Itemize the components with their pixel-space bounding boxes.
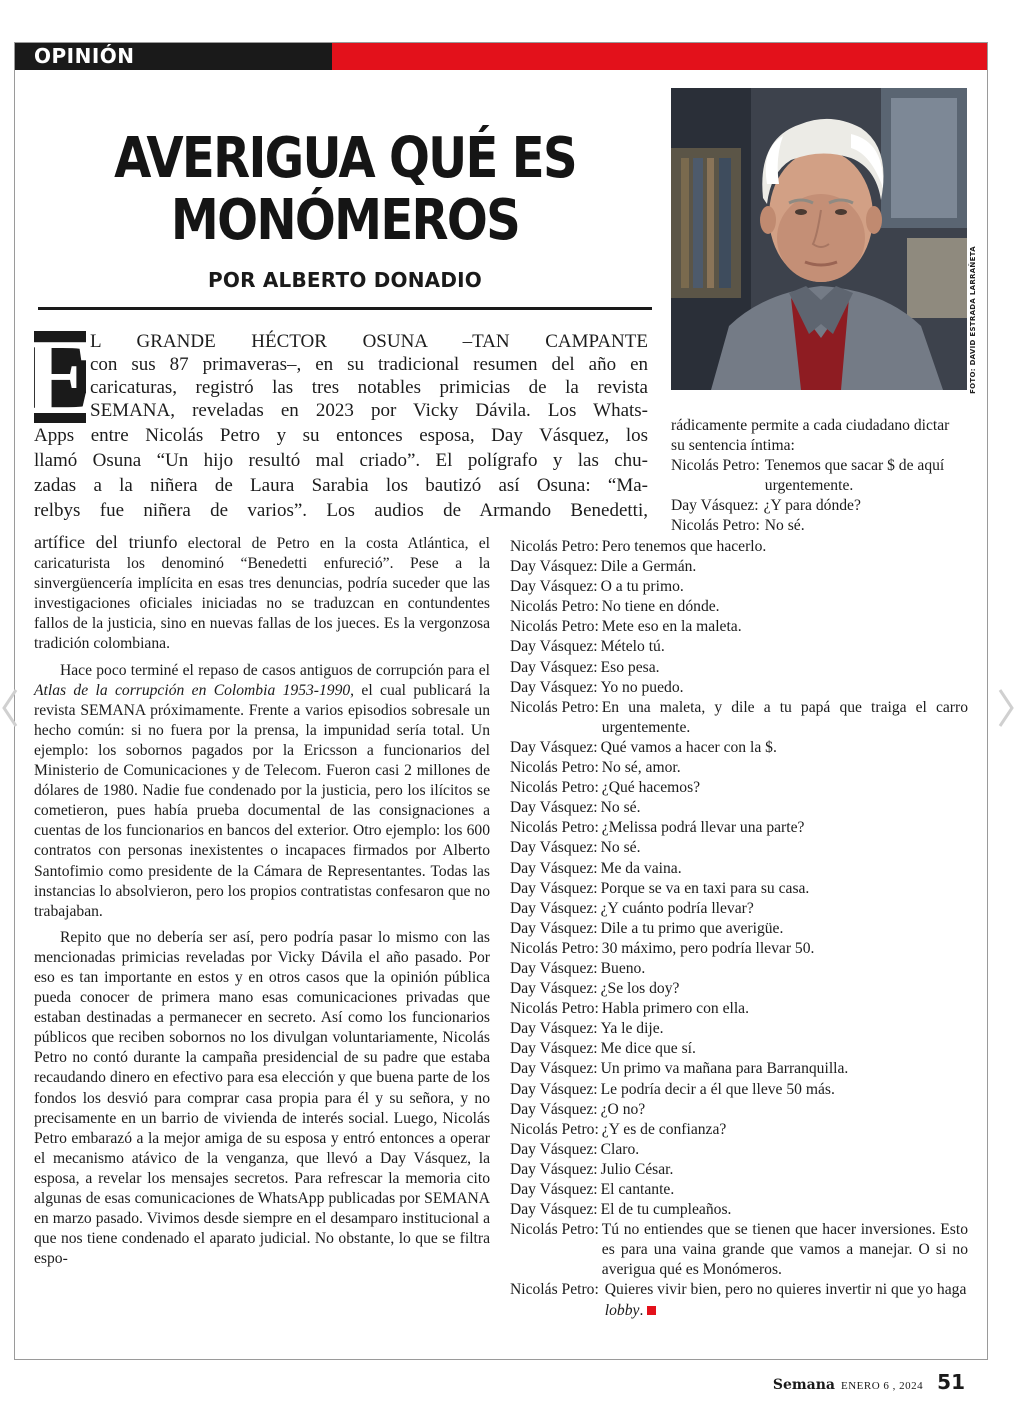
dialog-text: 30 máximo, pero podría llevar 50. <box>601 939 815 957</box>
dialog-text: El de tu cumpleaños. <box>600 1201 732 1219</box>
headline-rule <box>38 307 652 310</box>
dialog-text: ¿Melissa podrá llevar una parte? <box>601 819 805 837</box>
dialog-text: El cantante. <box>600 1181 675 1198</box>
dialog-line <box>510 1180 968 1200</box>
dialog-text: Julio César. <box>600 1160 674 1178</box>
dialog-text: Ya le dije. <box>600 1020 664 1038</box>
page-number: 51 <box>937 1370 965 1394</box>
drop-cap-glyph <box>23 318 97 437</box>
dialog-speaker: Day Vásquez: <box>510 558 598 576</box>
dialog-speaker: Nicolás Petro: <box>510 1120 599 1138</box>
dialog-text: ¿Y es de confianza? <box>601 1120 727 1138</box>
dialog-line <box>510 919 968 939</box>
dialog-list <box>510 537 968 1280</box>
lead-line-7: zadas a la niñera de Laura Sarabia los bautizó así Osuna: “Ma- <box>34 475 648 496</box>
paragraph-3: Repito que no debería ser así, pero podría pasar lo mismo con las mencionadas primicias reveladas por Vicky Dávila el año pasado. Por eso es tan importante en estos y en otros casos que la opinión pública pueda conocer de primera mano esas comunicaciones privadas que estaban destinadas a permanecer en secreto. Así como los funcionarios públicos que reciben sobornos no los divulgan voluntariamente, Nicolás Petro no contó durante la campaña presidencial de su padre que estaba recaudando dinero en efectivo para esa elección y que buena parte de los fondos los desvió para comprar casa propia para él y su señora, y no precisamente en un barrio de vivienda de interés social. Luego, Nicolás Petro embarazó a la mejor amiga de su esposa y entró entonces a operar el mecanismo atávico de la venganza, que llevó a Day Vásquez, la esposa, a revelar los mensajes secretos. Para refrescar la memoria cito algunas de esas comunicaciones de WhatsApp publicadas por SEMANA en marzo pasado. Vivimos desde siempre en el desamparo institucional a que nos tiene condenado el aparato judicial. No obstante, lo que se filtra espo- <box>34 928 490 1268</box>
dialog-speaker: Day Vásquez: <box>510 578 598 596</box>
footer-brand: Semana <box>772 1377 835 1393</box>
dialog-speaker: Day Vásquez: <box>510 1080 598 1098</box>
dialog-speaker: Nicolás Petro: <box>510 698 599 716</box>
dialog-text: En una maleta, y dile a tu papá que traiga el carro urgentemente. <box>601 698 968 736</box>
dialog-text: Pero tenemos que hacerlo. <box>601 538 767 555</box>
lead-line-3: caricaturas, registró las tres notables primicias de la revista <box>90 377 648 398</box>
dialog-text <box>599 1280 968 1320</box>
headline-line-2: MONÓMEROS <box>170 188 520 253</box>
dialog-speaker: Nicolás Petro: <box>510 939 599 957</box>
dialog-text: Qué vamos a hacer con la $. <box>600 738 777 756</box>
paragraph-1-lead-in: artífice del triunfo <box>34 532 178 552</box>
dialog-speaker: Day Vásquez: <box>510 738 598 756</box>
dialog-speaker: Day Vásquez: <box>510 899 598 917</box>
dialog-line <box>510 818 968 838</box>
dialog-line <box>510 1100 968 1120</box>
dialog-line <box>510 1059 968 1079</box>
portrait-illustration <box>671 88 967 390</box>
dialog-line <box>510 678 968 698</box>
dialog-line <box>510 838 968 858</box>
dialog-line <box>510 999 968 1019</box>
dialog-speaker: Nicolás Petro: <box>510 759 599 777</box>
dialog-speaker: Day Vásquez: <box>510 1060 598 1078</box>
dialog-speaker: Day Vásquez: <box>510 859 598 877</box>
dialog-speaker: Day Vásquez: <box>510 1181 598 1198</box>
photo-credit <box>966 246 980 394</box>
dialog-line <box>510 1140 968 1160</box>
dialog-text: ¿Y cuánto podría llevar? <box>600 899 754 917</box>
paragraph-2 <box>34 661 490 922</box>
dialog-text: Tenemos que sacar $ de aquí urgentemente. <box>764 457 945 494</box>
dialog-line <box>510 617 968 637</box>
lead-line-2: con sus 87 primaveras–, en su tradicional resumen del año en <box>90 354 648 375</box>
dialog-speaker: Day Vásquez: <box>510 1140 598 1158</box>
end-mark <box>647 1306 656 1315</box>
right-column-top <box>671 416 967 536</box>
dialog-text: No sé. <box>600 839 641 857</box>
dialog-text-main: Quieres vivir bien, pero no quieres invertir ni que yo haga <box>604 1281 967 1299</box>
dialog-line <box>510 537 968 557</box>
photo-credit-text: FOTO: DAVID ESTRADA LARRAÑETA <box>969 246 977 394</box>
paragraph-1-text: electoral de Petro en la costa Atlántica, el caricaturista los denominó “Benedetti enfureció”. Pese a la sinvergüencería implícita en esas tres denuncias, podría suceder que las investigaciones oficiales iniciadas no se traduzcan en contundentes fallos de la justicia, sino en nuevas fallas de los jueces. Es la vergonzosa tradición colombiana. <box>34 535 490 653</box>
dialog-line <box>510 557 968 577</box>
headline-line-1: AVERIGUA QUÉ ES <box>114 126 576 191</box>
dialog-speaker: Day Vásquez: <box>510 919 598 937</box>
author-photo <box>671 88 967 390</box>
dialog-line <box>510 1019 968 1039</box>
dialog-line <box>510 1120 968 1140</box>
dialog-text: Eso pesa. <box>600 658 660 676</box>
dialog-text: No tiene en dónde. <box>601 598 720 616</box>
drop-cap-letter: E <box>23 318 97 437</box>
dialog-text: Porque se va en taxi para su casa. <box>600 879 810 897</box>
dialog-text: ¿Qué hacemos? <box>601 779 701 797</box>
dialog-line <box>510 1200 968 1220</box>
dialog-speaker: Nicolás Petro: <box>671 457 760 474</box>
dialog-text: Bueno. <box>600 959 646 977</box>
dialog-text: No sé. <box>600 799 641 817</box>
previous-page-chevron-icon[interactable] <box>0 686 20 730</box>
dialog-line <box>510 859 968 879</box>
dialog-text: Un primo va mañana para Barranquilla. <box>600 1060 849 1078</box>
book-title: Atlas de la corrupción en Colombia 1953-1990 <box>34 681 351 699</box>
dialog-speaker: Day Vásquez: <box>510 980 598 998</box>
dialog-line <box>671 496 967 516</box>
dialog-speaker: Day Vásquez: <box>510 879 598 897</box>
dialog-line <box>510 939 968 959</box>
dialog-speaker: Nicolás Petro: <box>510 819 599 837</box>
dialog-line <box>671 456 967 496</box>
dialog-line <box>510 899 968 919</box>
paragraph-2-text-a: Hace poco terminé el repaso de casos antiguos de corrupción para el <box>60 661 490 679</box>
dialog-text: Mete eso en la maleta. <box>601 618 742 636</box>
section-label: OPINIÓN <box>14 42 332 70</box>
headline <box>83 128 608 252</box>
dialog-text: ¿Se los doy? <box>600 980 680 998</box>
dialog-line <box>510 1080 968 1100</box>
dialog-text: ¿Y para dónde? <box>763 497 861 514</box>
lead-line-1: L GRANDE HÉCTOR OSUNA –TAN CAMPANTE <box>90 331 648 352</box>
paragraph-2-text-b: , el cual publicará la revista SEMANA próximamente. Frente a varios episodios sobresale un hecho común: si no fuera por la prensa, la impunidad sería total. Un ejemplo: los sobornos pagados por la Ericsson a funcionarios del Ministerio de Comunicaciones y de Telecom. Fueron casi 2 millones de dólares de 1980. Nadie fue condenado por la justicia, pero los ilícitos se cometieron, pues había prueba documental de las consignaciones a cuentas de los funcionarios en bancos del exterior. Otro ejemplo: los 600 contratos con personas inexistentes o incapaces firmados por Alberto Santofimio como presidente de la Cámara de Representantes. Todas las instancias lo absolvieron, pero los propios contratistas confesaron que no trabajaban. <box>34 681 491 920</box>
dialog-line <box>510 879 968 899</box>
dialog-text: Tú no entiendes que se tienen que hacer inversiones. Esto es para una vaina grande que vamos a manejar. O si no averigua qué es Monómeros. <box>601 1221 968 1279</box>
dialog-speaker: Day Vásquez: <box>510 638 598 656</box>
dialog-text: Dile a tu primo que averigüe. <box>600 919 784 937</box>
dialog-line <box>510 1039 968 1059</box>
dialog-line <box>510 798 968 818</box>
dialog-line <box>510 577 968 597</box>
dialog-top-list <box>671 456 967 536</box>
dialog-speaker: Nicolás Petro: <box>510 779 599 797</box>
dialog-speaker: Day Vásquez: <box>510 1100 598 1118</box>
dialog-speaker: Day Vásquez: <box>510 678 598 696</box>
dialog-line <box>510 959 968 979</box>
dialog-text: ¿O no? <box>600 1100 646 1118</box>
dialog-line <box>510 698 968 738</box>
right-intro: rádicamente permite a cada ciudadano dictar su sentencia íntima: <box>671 417 950 454</box>
dialog-text-italic: lobby <box>604 1301 640 1319</box>
footer-date: ENERO 6 , 2024 <box>840 1380 924 1392</box>
dialog-speaker: Nicolás Petro: <box>510 1281 599 1299</box>
dialog-line <box>510 1220 968 1280</box>
dialog-speaker: Day Vásquez: <box>510 799 598 817</box>
dialog-line <box>510 637 968 657</box>
dialog-speaker: Day Vásquez: <box>510 1020 598 1038</box>
byline: POR ALBERTO DONADIO <box>208 268 482 292</box>
dialog-text: No sé, amor. <box>601 759 681 777</box>
page-footer <box>773 1370 965 1394</box>
dialog-line <box>510 738 968 758</box>
next-page-chevron-icon[interactable] <box>996 686 1016 730</box>
dialog-speaker: Nicolás Petro: <box>510 538 599 555</box>
dialog-text: Claro. <box>600 1140 640 1158</box>
drop-cap <box>23 318 97 437</box>
dialog-line <box>510 1160 968 1180</box>
dialog-speaker: Nicolás Petro: <box>510 618 599 636</box>
dialog-text-end: . <box>639 1301 644 1319</box>
dialog-speaker: Day Vásquez: <box>671 497 759 514</box>
dialog-line <box>510 778 968 798</box>
dialog-text: Mételo tú. <box>600 638 665 656</box>
paragraph-1 <box>34 532 490 655</box>
dialog-line <box>510 758 968 778</box>
dialog-line <box>510 979 968 999</box>
dialog-line <box>671 516 967 536</box>
lead-line-6: llamó Osuna “Un hijo resultó mal criado”. El polígrafo y las chu- <box>34 450 648 471</box>
dialog-text: Yo no puedo. <box>600 678 684 696</box>
dialog-speaker: Day Vásquez: <box>510 658 598 676</box>
dialog-speaker: Nicolás Petro: <box>671 517 760 534</box>
dialog-text: Me da vaina. <box>600 859 682 877</box>
dialog-speaker: Nicolás Petro: <box>510 1221 599 1239</box>
dialog-line <box>510 597 968 617</box>
dialog-text: O a tu primo. <box>600 578 684 596</box>
dialog-line-last <box>510 1280 968 1320</box>
article-body <box>34 532 490 1269</box>
lead-line-5: Apps entre Nicolás Petro y su entonces esposa, Day Vásquez, los <box>34 425 648 446</box>
lead-line-4: SEMANA, reveladas en 2023 por Vicky Dávila. Los Whats- <box>90 400 648 421</box>
dialog-text: Me dice que sí. <box>600 1040 696 1058</box>
dialog-text: No sé. <box>764 517 805 534</box>
dialog-text: Le podría decir a él que lleve 50 más. <box>600 1080 835 1098</box>
dialog-speaker: Day Vásquez: <box>510 1201 598 1219</box>
dialog-speaker: Day Vásquez: <box>510 959 598 977</box>
dialog-speaker: Day Vásquez: <box>510 1040 598 1058</box>
dialog-speaker: Nicolás Petro: <box>510 1000 599 1018</box>
dialog-text: Habla primero con ella. <box>601 1000 749 1018</box>
dialog-text: Dile a Germán. <box>600 558 697 576</box>
lead-line-8: relbys fue niñera de varios”. Los audios de Armando Benedetti, <box>34 500 648 521</box>
dialog-speaker: Day Vásquez: <box>510 839 598 857</box>
dialog-speaker: Day Vásquez: <box>510 1160 598 1178</box>
dialog-speaker: Nicolás Petro: <box>510 598 599 616</box>
dialog-line <box>510 658 968 678</box>
whatsapp-dialog <box>510 537 968 1321</box>
